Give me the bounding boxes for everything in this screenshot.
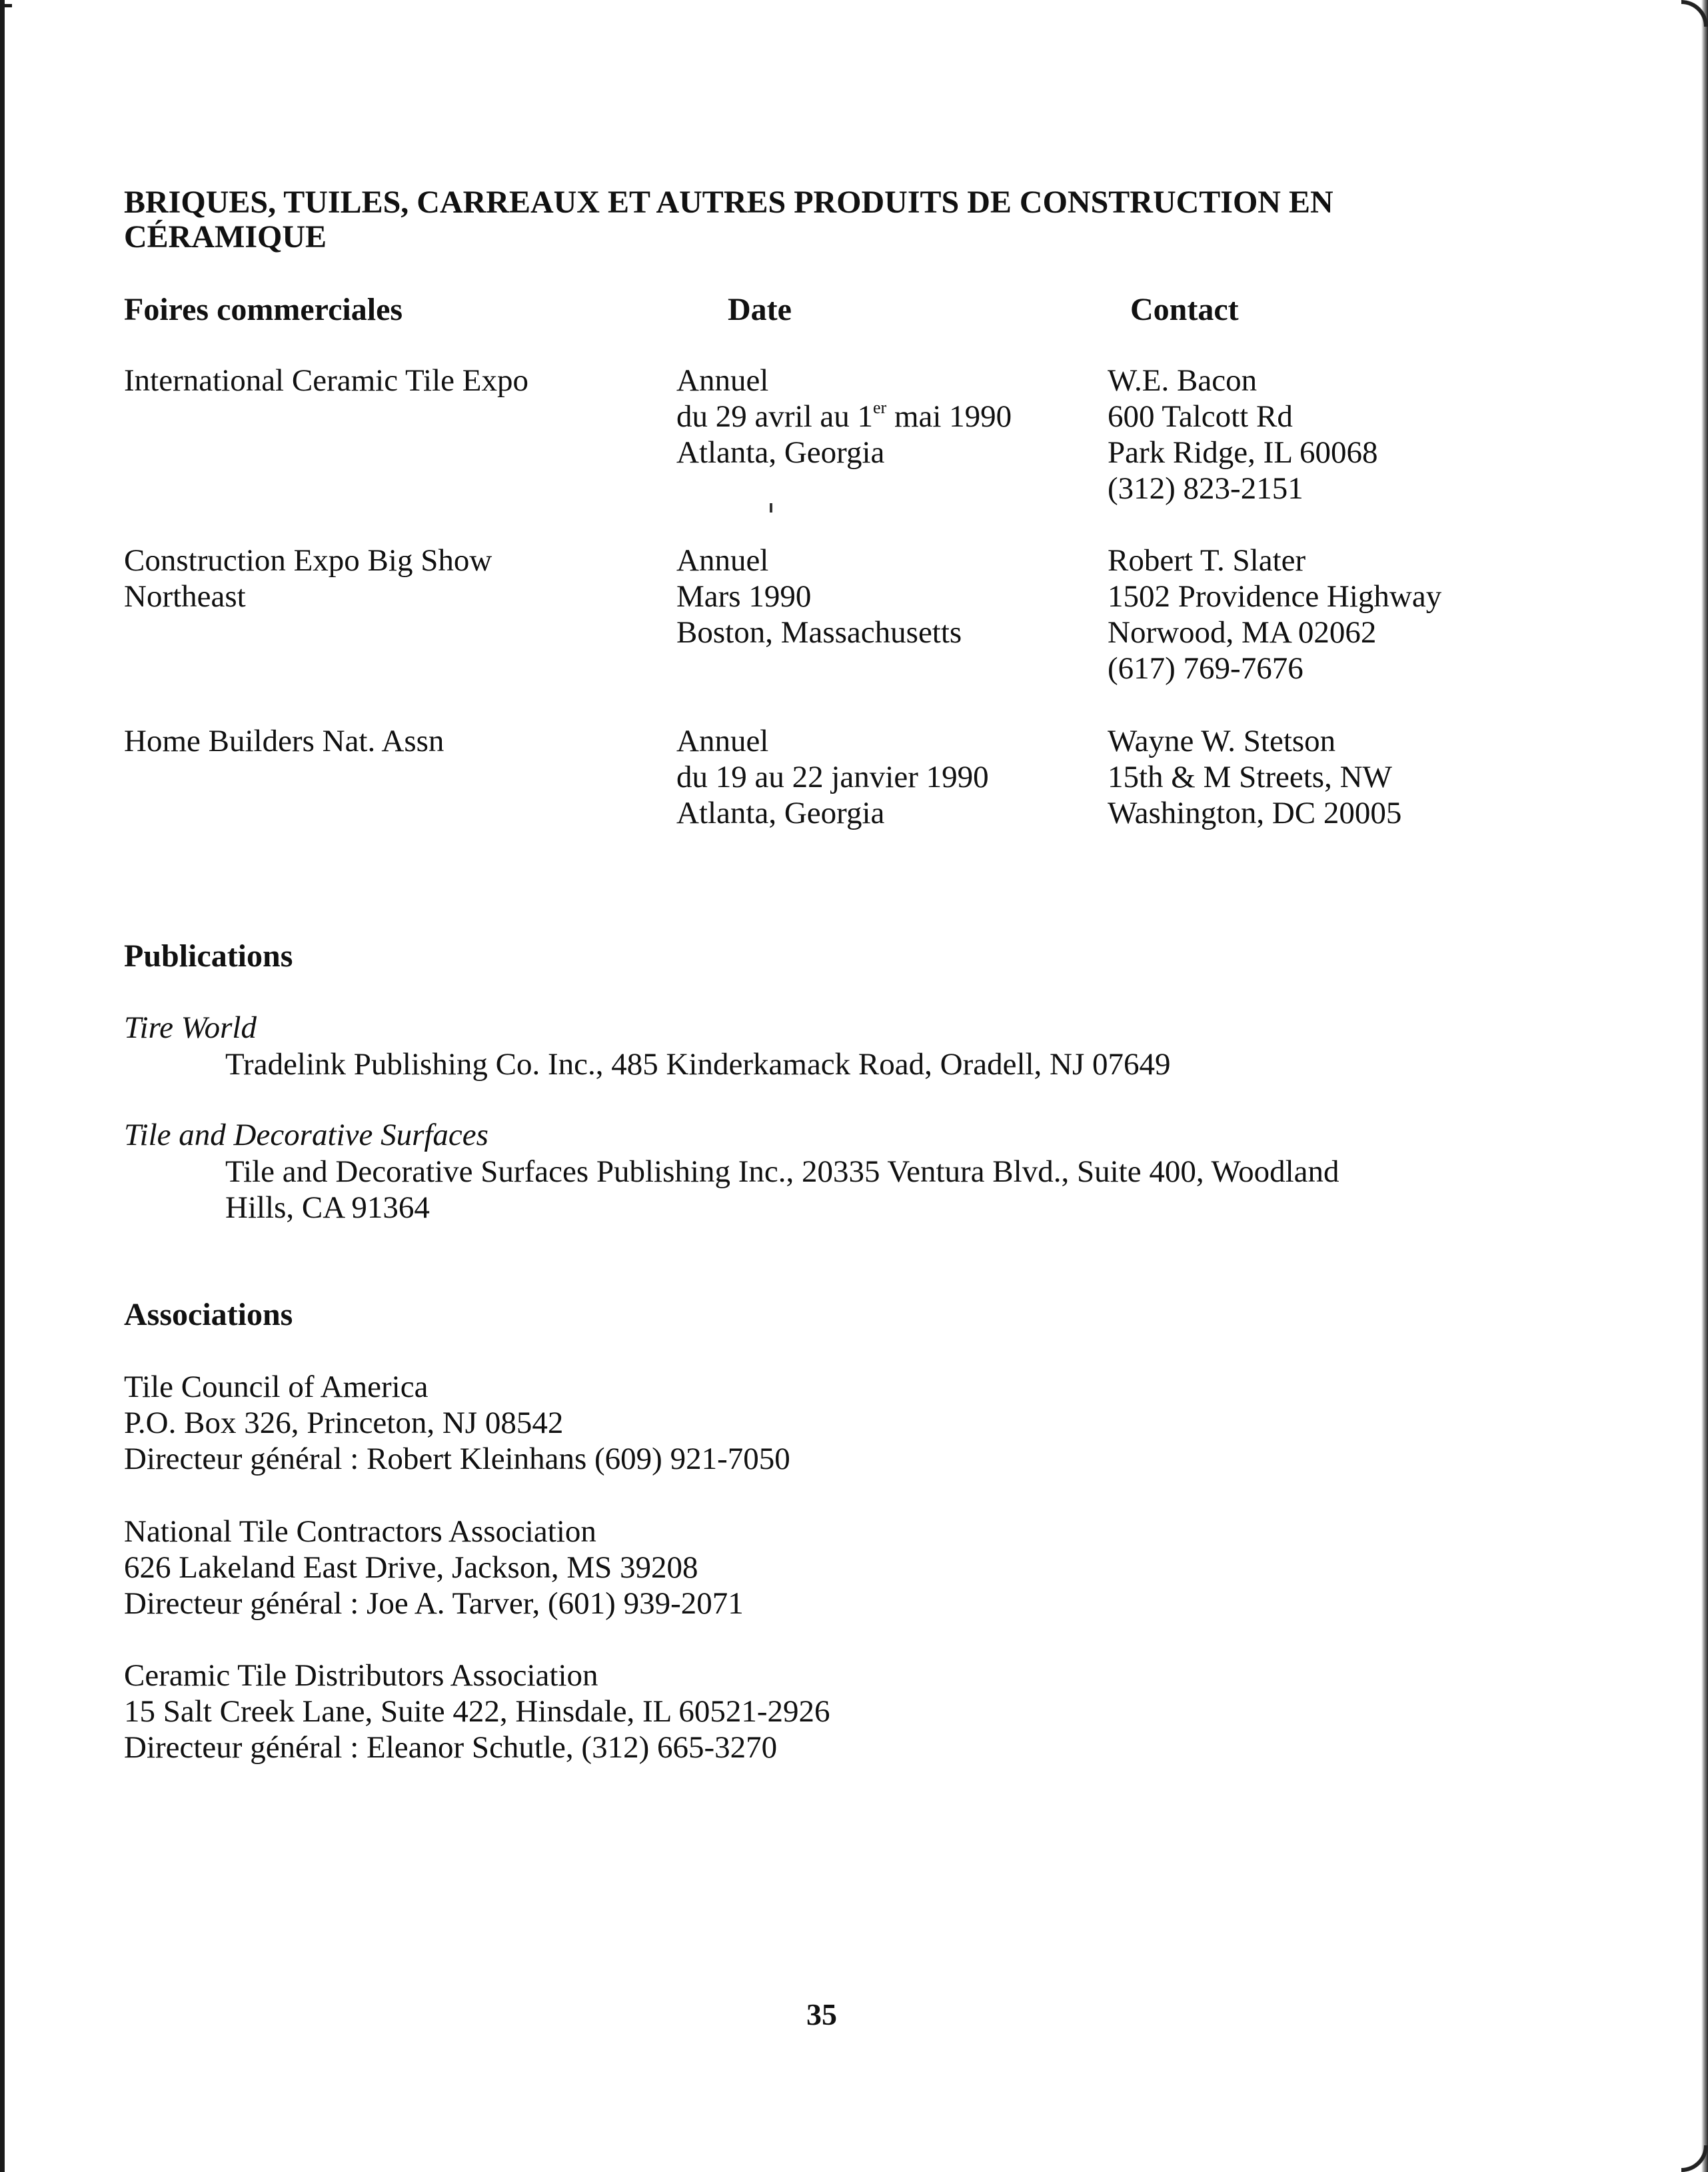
scan-left-edge-tick [0, 4, 12, 7]
publication-detail-line: Tradelink Publishing Co. Inc., 485 Kinderkamack Road, Oradell, NJ 07649 [225, 1047, 1171, 1082]
fair-contact-line: W.E. Bacon [1108, 363, 1258, 398]
association-name: Tile Council of America [124, 1370, 428, 1404]
association-director: Directeur général : Joe A. Tarver, (601) 939-2071 [124, 1586, 744, 1621]
column-header-contact: Contact [1130, 292, 1239, 327]
publication-title: Tile and Decorative Surfaces [124, 1118, 488, 1152]
fair-contact-line: Wayne W. Stetson [1108, 724, 1336, 758]
fair-date-line: Mars 1990 [676, 579, 812, 614]
fair-date [676, 363, 1103, 471]
column-header-fairs: Foires commerciales [124, 292, 403, 327]
fair-date-line: Boston, Massachusetts [676, 615, 962, 650]
fair-contact-line: Norwood, MA 02062 [1108, 615, 1377, 650]
fair-contact-line: 1502 Providence Highway [1108, 579, 1442, 614]
fair-name-line: Northeast [124, 579, 246, 614]
fair-contact [1108, 543, 1574, 686]
fair-contact-line: (617) 769-7676 [1108, 651, 1303, 686]
fair-date-line: Annuel [676, 543, 769, 578]
fair-contact-line: Washington, DC 20005 [1108, 796, 1402, 830]
publication-detail [225, 1046, 1491, 1082]
publications-heading: Publications [124, 938, 293, 974]
fair-name-line: International Ceramic Tile Expo [124, 363, 528, 398]
association-name: Ceramic Tile Distributors Association [124, 1658, 598, 1693]
association-address: 626 Lakeland East Drive, Jackson, MS 39208 [124, 1550, 698, 1585]
association-director: Directeur général : Eleanor Schutle, (312) 665-3270 [124, 1730, 778, 1765]
association-entry [124, 1657, 1323, 1765]
fair-contact-line: 15th & M Streets, NW [1108, 760, 1392, 794]
associations-heading: Associations [124, 1297, 293, 1332]
fair-contact-line: 600 Talcott Rd [1108, 399, 1293, 434]
fair-date-line: Annuel [676, 363, 769, 398]
association-director: Directeur général : Robert Kleinhans (609) 921-7050 [124, 1442, 790, 1476]
fair-name [124, 363, 657, 399]
scan-speck [770, 503, 772, 513]
fair-contact [1108, 723, 1574, 831]
association-address: P.O. Box 326, Princeton, NJ 08542 [124, 1406, 564, 1440]
fair-date-superscript: er [873, 398, 887, 417]
fair-date-line: Atlanta, Georgia [676, 796, 885, 830]
association-entry [124, 1369, 1323, 1477]
association-entry [124, 1514, 1323, 1622]
fair-contact-line: Robert T. Slater [1108, 543, 1306, 578]
fair-date-line: du 19 au 22 janvier 1990 [676, 760, 989, 794]
fair-name [124, 543, 657, 614]
page-title: BRIQUES, TUILES, CARREAUX ET AUTRES PRODUITS DE CONSTRUCTION EN CÉRAMIQUE [124, 185, 1333, 255]
publication-detail [225, 1154, 1491, 1226]
fair-date-line: Atlanta, Georgia [676, 435, 885, 470]
fair-contact [1108, 363, 1574, 507]
publication-detail-line: Tile and Decorative Surfaces Publishing Inc., 20335 Ventura Blvd., Suite 400, Woodland [225, 1154, 1339, 1189]
association-name: National Tile Contractors Association [124, 1514, 596, 1549]
fair-name [124, 723, 657, 759]
fair-date-line: Annuel [676, 724, 769, 758]
fair-name-line: Home Builders Nat. Assn [124, 724, 444, 758]
fair-contact-line: Park Ridge, IL 60068 [1108, 435, 1378, 470]
scan-right-edge [1701, 0, 1708, 2172]
fair-date [676, 543, 1103, 650]
association-address: 15 Salt Creek Lane, Suite 422, Hinsdale, IL 60521-2926 [124, 1694, 830, 1729]
fair-date-text: du 29 avril au 1 [676, 399, 873, 434]
fair-date [676, 723, 1103, 831]
page-number: 35 [806, 1997, 837, 2031]
publication-detail-line: Hills, CA 91364 [225, 1190, 430, 1225]
fair-contact-line: (312) 823-2151 [1108, 471, 1303, 506]
fair-name-line: Construction Expo Big Show [124, 543, 492, 578]
publication-title: Tire World [124, 1010, 257, 1045]
fair-date-line [676, 399, 1103, 435]
column-header-date: Date [728, 292, 792, 327]
fair-date-text: mai 1990 [886, 399, 1012, 434]
scan-left-edge [0, 0, 5, 2172]
